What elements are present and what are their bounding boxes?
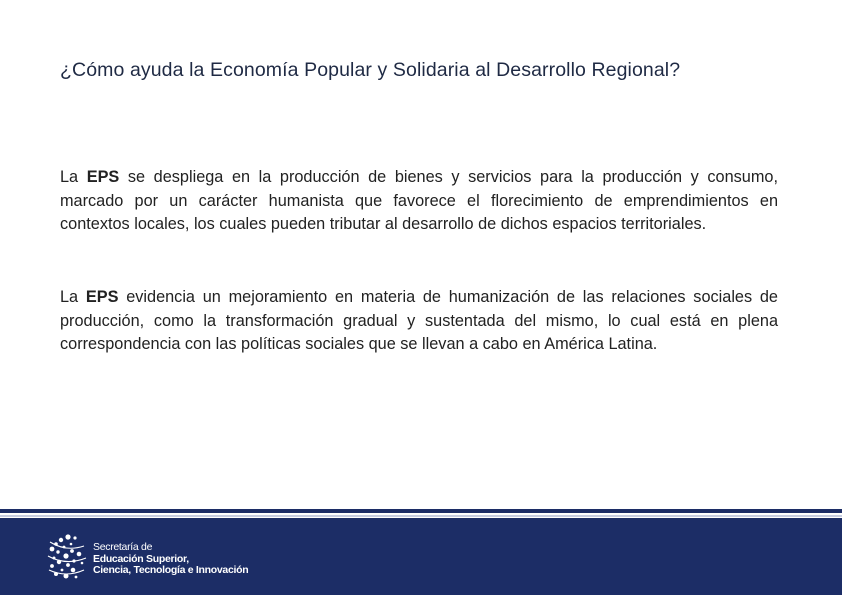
paragraph-2-pre: La bbox=[60, 288, 86, 306]
logo-line-3: Ciencia, Tecnología e Innovación bbox=[93, 564, 249, 576]
senescyt-logo-icon bbox=[44, 532, 90, 582]
footer-logo-text bbox=[93, 542, 248, 577]
footer-bar bbox=[0, 518, 842, 595]
logo-line-1: Secretaría de bbox=[93, 541, 153, 553]
paragraph-2-bold: EPS bbox=[85, 288, 119, 306]
logo-line-2: Educación Superior, bbox=[93, 552, 189, 565]
slide-title: ¿Cómo ayuda la Economía Popular y Solidaria al Desarrollo Regional? bbox=[60, 59, 681, 81]
footer-divider-light bbox=[0, 515, 842, 517]
paragraph-2-post: evidencia un mejoramiento en materia de humanización de las relaciones sociales de producción, como la transformación gradual y sustentada del mismo, lo cual está en plena correspondencia con las políticas sociales que se llevan a cabo en América Latina. bbox=[60, 288, 778, 353]
paragraph-1 bbox=[60, 166, 778, 237]
paragraph-1-post: se despliega en la producción de bienes y servicios para la producción y consumo, marcado por un carácter humanista que favorece el florecimiento de emprendimientos en contextos locales, los cuales pueden tributar al desarrollo de dichos espacios territoriales. bbox=[60, 168, 778, 233]
paragraph-2 bbox=[60, 286, 778, 357]
paragraph-1-bold: EPS bbox=[86, 168, 120, 186]
paragraph-1-pre: La bbox=[60, 168, 87, 186]
footer-divider bbox=[0, 509, 842, 513]
